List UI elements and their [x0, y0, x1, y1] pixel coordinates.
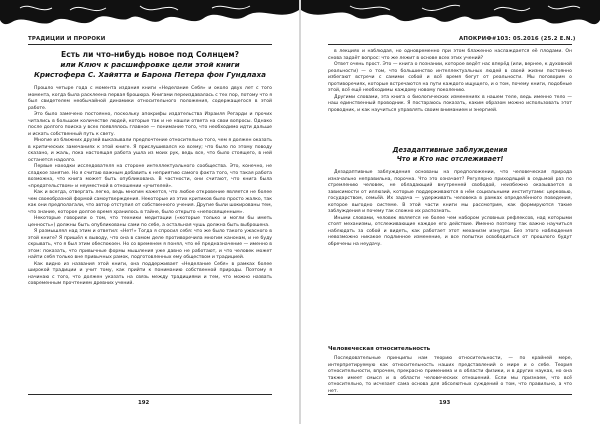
right-body-text-bottom — [328, 356, 572, 394]
article-title-block — [28, 50, 272, 79]
footer-rule-right — [328, 394, 572, 395]
paragraph: Прошло четыре года с момента издания книги «Неделание Себя» и около двух лет с того момента, когда была расклеена первая брошюра. Книгами переиздавалась с тех пор, потому что я был свидетелем необычайной динамики относительного положения, содержащегося в этой работе. — [28, 86, 272, 111]
footer-rule-left — [28, 394, 272, 395]
paragraph: Как и всегда, отвергать легко, ведь многим кажется, что любое откровение является не более чем своеобразной формой самоутверждения. Некоторые из этих критиков было просто жалко, так как они предполагали, что автор отступил от собственного учения. Другие были шокированы тем, что знание, которое долгое время хранилось в тайне, было открыто «непосвященным». — [28, 190, 272, 215]
running-head-right: АПОКРИФ#103: 05.2016 (25.2 E.N.) — [459, 36, 576, 42]
section-heading: Дезадаптивные заблуждения — [392, 146, 508, 154]
article-subtitle-line: Кристофера С. Хайятта и Барона Петера фон Гундлаха — [33, 69, 267, 79]
paragraph: Многие из ближних друзей выказывали предпочтение относительно того, чем я должен оказать в критических замечаниях к этой книге. Я прислушивался ко всему; что было по этому поводу сказано, и жаль, пока настоящая работа ушла из моих рук, ведь все, что было стоящего, в ней останется надолго. — [28, 138, 273, 163]
header-rule-left — [28, 44, 272, 45]
section-subheading: Что и Кто нас отслеживает! — [396, 155, 504, 163]
decorative-header-ornament — [301, 0, 600, 30]
paragraph: Последовательные принципы нам теорию относительности, — по крайней мере, интерпретируемую как относительность наших представлений о мире и о себе. Теория относительности, впрочем, прекрасно применима и в области физики, и в других науках, но она также имеет смысл и в области человеческих отношений. Если мы признаем, что всё относительно, то исчезает сама основа для абсолютных суждений о том, что правильно, а что нет. — [328, 356, 572, 394]
paragraph: Дезадаптивные заблуждения основаны на предположении, что человеческая природа изначально неправильна, порочна. Что это означает? Регулярно приходящий в седьмой раз по стремлению человек, не обладающий внутренней свободой, неизбежно оказывается в зависимости от иллюзий, которые поддерживаются в нём социальными институтами: церковью, государством, семьёй. Их задача — удерживать человека в рамках определённого поведения, которое выгодно системе. В этой части книги мы рассмотрим, как формируются такие заблуждения и почему так сложно их распознать. — [328, 170, 572, 214]
paragraph: Первые находки исследователя на стороне интеллектуального сообщества. Это, конечно, не сладкое занятие. Но я считаю важным добавить к неприятию самого факта того, что такая работа возможна, что книга может быть опубликована. В частности, они считают, что книга была «предательством» и неуместной в отношении «учителей». — [28, 164, 272, 189]
paragraph: Как видно из названия этой книги, она поддерживает «Неделание Себя» в рамках более широкой традиции и учит тому, как прийти к пониманию собственной природы. Поэтому я начинаю с того, что должен указать на связь между традициями и тем, что можно назвать современным прочтением древних учений. — [28, 261, 272, 286]
right-page — [301, 0, 600, 424]
article-subtitle-line: или Ключ к расшифровке цели этой книги — [60, 60, 240, 69]
right-body-text-top — [328, 49, 572, 140]
running-head-left: ТРАДИЦИИ И ПРОРОКИ — [28, 36, 106, 42]
left-page — [0, 0, 299, 424]
paragraph: Другими словами, эта книга о биологических изменениях в нашем теле, ведь именно тело — наш единственный проводник. Я постараюсь показать, каким образом можно использовать этот проводник, и как научиться управлять своим вниманием и энергией. — [328, 94, 572, 113]
paragraph: Некоторые говорили о том, что техники медитации («которые только и могли бы иметь ценность») должны быть опубликованы сами по себе, а остальная чушь должна быть выброшена. — [28, 216, 272, 228]
paragraph: Это было замечено постоянно, поскольку апокрифы издательства Израиля Регарди и прочих читались в большом количестве людей, которые так и не нашли ответа на свои вопросы. Однако после долгого поиска у всех появлялось главное — понимание того, что необходимо идти дальше и искать собственный путь к свету. — [28, 112, 272, 137]
header-rule-right — [328, 44, 572, 45]
decorative-header-ornament — [0, 0, 299, 30]
paragraph: Иными словами, человек является не более чем набором условных рефлексов, над которыми стоят механизмы, отслеживающие каждое его действие. Именно поэтому так важно научиться наблюдать за собой и видеть, как работает этот механизм изнутри. Без этого наблюдения невозможно никакое подлинное изменение, и все попытки освободиться от прошлого будут обречены на неудачу. — [328, 215, 572, 247]
left-body-text — [28, 86, 272, 391]
paragraph: Ответ очень прост. Это — книга о познании, которое ведёт нас вперёд (или, вернее, к духовной реальности) — о том, что большинство интеллектуальных людей в своей жизни постоянно избегают встречи с самими собой и всё время бегут от реальности. Мы поговорим о противоречиях, которые встречаются на пути каждого ищущего, и о том, почему книги, подобные этой, всё ещё необходимы каждому новому поколению. — [328, 62, 572, 93]
paragraph: Я размышлял над этим и ответил: «Нет!» Тогда я спросил себя: что же было такого ужасного в этой книге? Я пришёл к выводу, что она в самом деле противоречила многим канонам, и не буду скрывать, что я был этим обеспокоен. Но со временем я понял, что её предназначение — именно в этом: показать, что привычные формы мышления уже давно не работают, и что человек может найти себя только вне привычных рамок, подготовленных ему обществом и традицией. — [28, 229, 272, 260]
paragraph: в лекциях и наблюдая, но одновременно при этом блаженно наслаждается её плодами. Он снова задаёт вопрос: что же лежит в основе всех этих учений? — [328, 49, 572, 61]
article-title: Есть ли что-нибудь новое под Солнцем? — [61, 50, 239, 59]
right-body-text-middle — [328, 170, 572, 298]
page-number-left: 192 — [138, 400, 150, 406]
minor-section-heading: Человеческая относительность — [328, 346, 431, 352]
page-number-right: 193 — [439, 400, 451, 406]
